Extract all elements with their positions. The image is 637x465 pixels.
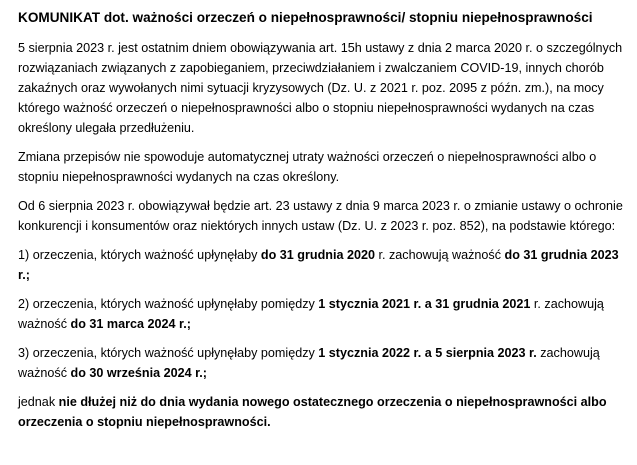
final-text-a: jednak	[18, 395, 59, 409]
item1-validity-until: do 31 grudnia 2023 r.;	[18, 248, 619, 282]
item3-text-a: 3) orzeczenia, których ważność upłynęłaby pomiędzy	[18, 346, 319, 360]
paragraph-article-23: Od 6 sierpnia 2023 r. obowiązywał będzie art. 23 ustawy z dnia 9 marca 2023 r. o zmianie ustawy o ochronie konkurencji i konsumentów oraz niektórych innych ustaw (Dz. U. z 2023 r. poz. 852), na podstawie którego:	[18, 199, 623, 233]
final-condition: nie dłużej niż do dnia wydania nowego ostatecznego orzeczenia o niepełnosprawności albo orzeczenia o stopniu niepełnosprawności.	[18, 395, 607, 429]
item3-text-c: zachowują ważność	[18, 346, 600, 380]
paragraph-change: Zmiana przepisów nie spowoduje automatycznej utraty ważności orzeczeń o niepełnosprawności albo o stopniu niepełnosprawności wydanych na czas określony.	[18, 150, 597, 184]
list-item-1	[18, 245, 625, 285]
item2-text-c: r. zachowują ważność	[18, 297, 604, 331]
item1-text-a: 1) orzeczenia, których ważność upłynęłaby	[18, 248, 261, 262]
item1-date-until: do 31 grudnia 2020	[260, 248, 375, 262]
list-item-3	[18, 343, 625, 383]
item2-validity-until: do 31 marca 2024 r.;	[70, 317, 191, 331]
item3-date-range: 1 stycznia 2022 r. a 5 sierpnia 2023 r.	[318, 346, 537, 360]
item1-text-c: r. zachowują ważność	[375, 248, 505, 262]
list-item-2	[18, 294, 625, 334]
paragraph-intro: 5 sierpnia 2023 r. jest ostatnim dniem obowiązywania art. 15h ustawy z dnia 2 marca 2020 r. o szczególnych rozwiązaniach związanych z zapobieganiem, przeciwdziałaniem i zwalczaniem COVID-19, innych chorób zakaźnych oraz wywołanych nimi sytuacji kryzysowych (Dz. U. z 2021 r. poz. 2095 z późn. zm.), na mocy którego ważność orzeczeń o niepełnosprawności albo o stopniu niepełnosprawności wydanych na czas określony ulegała przedłużeniu.	[18, 41, 623, 135]
paragraph-final	[18, 392, 625, 432]
item2-date-range: 1 stycznia 2021 r. a 31 grudnia 2021	[318, 297, 531, 311]
document-title: KOMUNIKAT dot. ważności orzeczeń o niepełnosprawności/ stopniu niepełnosprawności	[18, 10, 593, 25]
item2-text-a: 2) orzeczenia, których ważność upłynęłaby pomiędzy	[18, 297, 319, 311]
item3-validity-until: do 30 września 2024 r.;	[70, 366, 208, 380]
